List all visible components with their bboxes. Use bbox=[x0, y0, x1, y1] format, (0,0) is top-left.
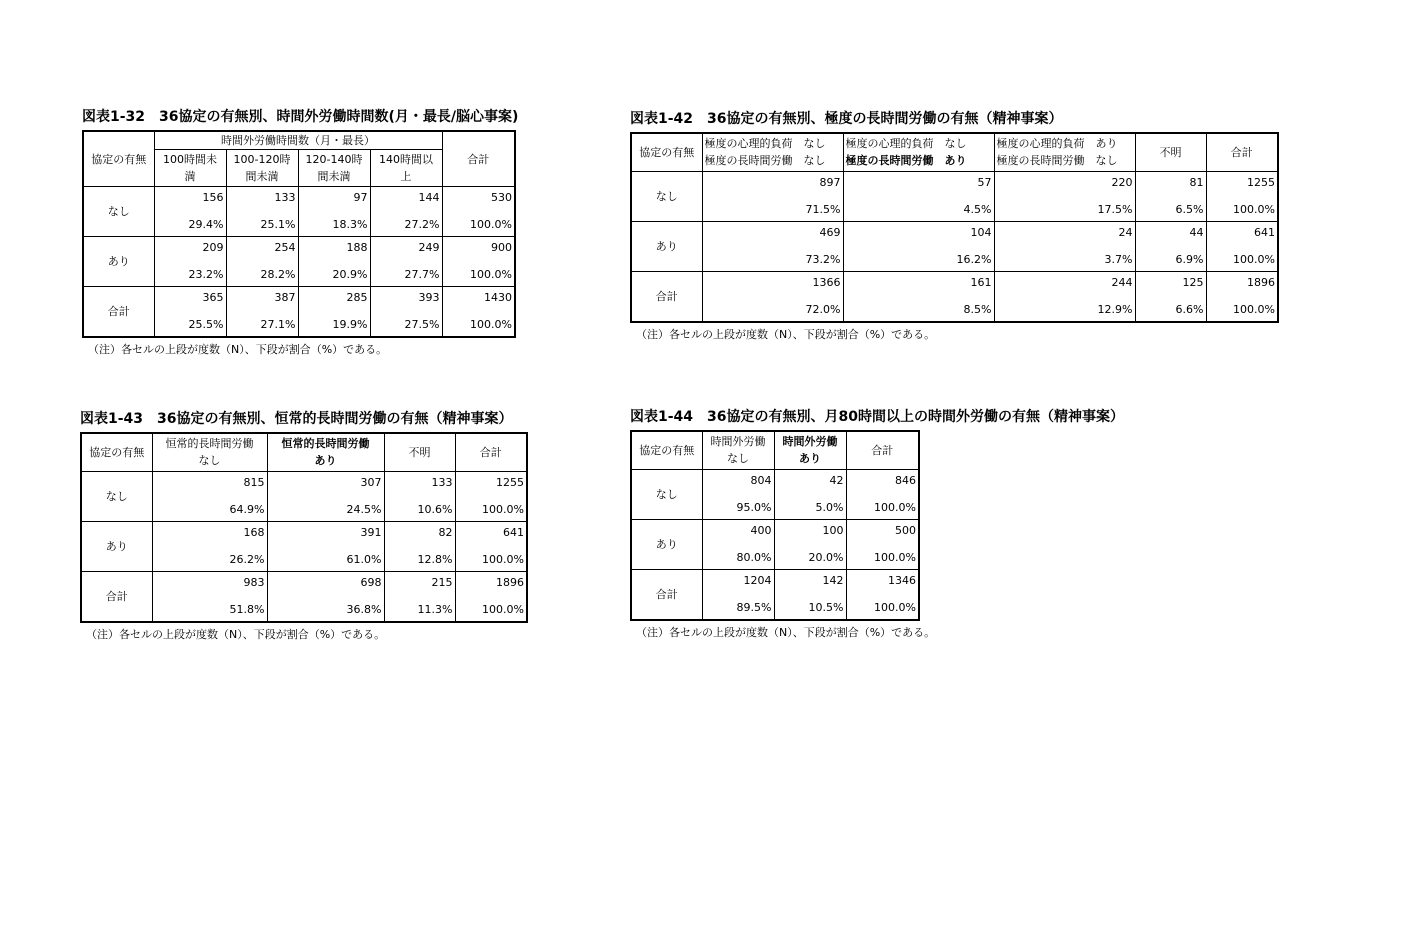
row-label: あり bbox=[631, 519, 702, 569]
count-cell: 1204 bbox=[702, 569, 774, 594]
count-cell: 641 bbox=[1206, 221, 1278, 246]
count-cell: 1896 bbox=[1206, 271, 1278, 296]
row-header: 協定の有無 bbox=[83, 131, 154, 187]
pct-cell: 100.0% bbox=[846, 544, 919, 570]
count-cell: 209 bbox=[154, 237, 226, 262]
count-cell: 469 bbox=[702, 221, 843, 246]
pct-cell: 19.9% bbox=[298, 311, 370, 337]
count-cell: 500 bbox=[846, 519, 919, 544]
count-cell: 391 bbox=[267, 521, 384, 546]
row-header: 協定の有無 bbox=[631, 133, 702, 171]
count-cell: 815 bbox=[152, 471, 267, 496]
count-cell: 900 bbox=[442, 237, 515, 262]
pct-cell: 51.8% bbox=[152, 596, 267, 622]
column-header: 120-140時 間未満 bbox=[298, 150, 370, 187]
column-header: 時間外労働 あり bbox=[774, 431, 846, 469]
pct-cell: 100.0% bbox=[442, 261, 515, 287]
pct-cell: 36.8% bbox=[267, 596, 384, 622]
column-header: 時間外労働 なし bbox=[702, 431, 774, 469]
count-cell: 42 bbox=[774, 469, 846, 494]
count-cell: 1896 bbox=[455, 571, 527, 596]
pct-cell: 61.0% bbox=[267, 546, 384, 572]
count-cell: 393 bbox=[370, 287, 442, 312]
pct-cell: 26.2% bbox=[152, 546, 267, 572]
count-cell: 100 bbox=[774, 519, 846, 544]
pct-cell: 12.8% bbox=[384, 546, 455, 572]
pct-cell: 27.1% bbox=[226, 311, 298, 337]
count-cell: 188 bbox=[298, 237, 370, 262]
total-header: 合計 bbox=[442, 131, 515, 187]
count-cell: 215 bbox=[384, 571, 455, 596]
pct-cell: 95.0% bbox=[702, 494, 774, 520]
pct-cell: 16.2% bbox=[843, 246, 994, 272]
table-block-1-42 bbox=[630, 108, 1279, 342]
count-cell: 641 bbox=[455, 521, 527, 546]
table-note: （注）各セルの上段が度数（N）、下段が割合（%）である。 bbox=[636, 327, 936, 341]
count-cell: 846 bbox=[846, 469, 919, 494]
count-cell: 365 bbox=[154, 287, 226, 312]
pct-cell: 27.7% bbox=[370, 261, 442, 287]
pct-cell: 23.2% bbox=[154, 261, 226, 287]
count-cell: 804 bbox=[702, 469, 774, 494]
row-label: なし bbox=[83, 187, 154, 237]
count-cell: 983 bbox=[152, 571, 267, 596]
pct-cell: 12.9% bbox=[994, 296, 1135, 322]
column-header: 合計 bbox=[846, 431, 919, 469]
table-block-1-32 bbox=[82, 106, 518, 357]
pct-cell: 89.5% bbox=[702, 594, 774, 620]
pct-cell: 20.9% bbox=[298, 261, 370, 287]
count-cell: 249 bbox=[370, 237, 442, 262]
table-title: 図表1-32 36協定の有無別、時間外労働時間数(月・最長/脳心事案) bbox=[82, 109, 519, 125]
group-header: 時間外労働時間数（月・最長） bbox=[154, 131, 442, 150]
count-cell: 387 bbox=[226, 287, 298, 312]
pct-cell: 24.5% bbox=[267, 496, 384, 522]
data-table bbox=[82, 130, 516, 338]
count-cell: 24 bbox=[994, 221, 1135, 246]
data-table bbox=[80, 432, 528, 623]
table-note: （注）各セルの上段が度数（N）、下段が割合（%）である。 bbox=[86, 627, 386, 641]
count-cell: 168 bbox=[152, 521, 267, 546]
row-label: 合計 bbox=[631, 271, 702, 322]
pct-cell: 20.0% bbox=[774, 544, 846, 570]
pct-cell: 100.0% bbox=[455, 596, 527, 622]
pct-cell: 100.0% bbox=[846, 494, 919, 520]
table-title: 図表1-42 36協定の有無別、極度の長時間労働の有無（精神事案） bbox=[630, 111, 1063, 127]
row-label: あり bbox=[631, 221, 702, 271]
count-cell: 81 bbox=[1135, 171, 1206, 196]
count-cell: 104 bbox=[843, 221, 994, 246]
pct-cell: 28.2% bbox=[226, 261, 298, 287]
pct-cell: 10.6% bbox=[384, 496, 455, 522]
count-cell: 1430 bbox=[442, 287, 515, 312]
row-label: 合計 bbox=[83, 287, 154, 338]
pct-cell: 4.5% bbox=[843, 196, 994, 222]
count-cell: 97 bbox=[298, 187, 370, 212]
pct-cell: 10.5% bbox=[774, 594, 846, 620]
count-cell: 125 bbox=[1135, 271, 1206, 296]
pct-cell: 100.0% bbox=[1206, 196, 1278, 222]
count-cell: 1366 bbox=[702, 271, 843, 296]
table-block-1-44 bbox=[630, 406, 1124, 640]
column-header: 恒常的長時間労働 なし bbox=[152, 433, 267, 471]
table-title: 図表1-43 36協定の有無別、恒常的長時間労働の有無（精神事案） bbox=[80, 411, 513, 427]
count-cell: 1255 bbox=[1206, 171, 1278, 196]
pct-cell: 100.0% bbox=[442, 211, 515, 237]
column-header: 不明 bbox=[1135, 133, 1206, 171]
pct-cell: 100.0% bbox=[455, 496, 527, 522]
count-cell: 57 bbox=[843, 171, 994, 196]
row-label: あり bbox=[83, 237, 154, 287]
pct-cell: 80.0% bbox=[702, 544, 774, 570]
data-table bbox=[630, 132, 1279, 323]
count-cell: 133 bbox=[226, 187, 298, 212]
pct-cell: 100.0% bbox=[442, 311, 515, 337]
count-cell: 400 bbox=[702, 519, 774, 544]
count-cell: 698 bbox=[267, 571, 384, 596]
pct-cell: 6.5% bbox=[1135, 196, 1206, 222]
pct-cell: 25.1% bbox=[226, 211, 298, 237]
table-note: （注）各セルの上段が度数（N）、下段が割合（%）である。 bbox=[88, 343, 388, 356]
column-header: 合計 bbox=[455, 433, 527, 471]
pct-cell: 72.0% bbox=[702, 296, 843, 322]
pct-cell: 5.0% bbox=[774, 494, 846, 520]
row-header: 協定の有無 bbox=[81, 433, 152, 471]
pct-cell: 3.7% bbox=[994, 246, 1135, 272]
count-cell: 1346 bbox=[846, 569, 919, 594]
table-block-1-43 bbox=[80, 408, 528, 642]
pct-cell: 100.0% bbox=[1206, 246, 1278, 272]
column-header: 合計 bbox=[1206, 133, 1278, 171]
pct-cell: 64.9% bbox=[152, 496, 267, 522]
column-header: 100-120時 間未満 bbox=[226, 150, 298, 187]
pct-cell: 6.6% bbox=[1135, 296, 1206, 322]
count-cell: 285 bbox=[298, 287, 370, 312]
count-cell: 897 bbox=[702, 171, 843, 196]
pct-cell: 11.3% bbox=[384, 596, 455, 622]
count-cell: 161 bbox=[843, 271, 994, 296]
pct-cell: 29.4% bbox=[154, 211, 226, 237]
column-header: 100時間未 満 bbox=[154, 150, 226, 187]
pct-cell: 27.5% bbox=[370, 311, 442, 337]
pct-cell: 100.0% bbox=[1206, 296, 1278, 322]
table-note: （注）各セルの上段が度数（N）、下段が割合（%）である。 bbox=[636, 625, 936, 639]
pct-cell: 100.0% bbox=[455, 546, 527, 572]
count-cell: 44 bbox=[1135, 221, 1206, 246]
pct-cell: 71.5% bbox=[702, 196, 843, 222]
pct-cell: 25.5% bbox=[154, 311, 226, 337]
row-label: なし bbox=[631, 469, 702, 519]
pct-cell: 73.2% bbox=[702, 246, 843, 272]
count-cell: 133 bbox=[384, 471, 455, 496]
row-header: 協定の有無 bbox=[631, 431, 702, 469]
count-cell: 220 bbox=[994, 171, 1135, 196]
count-cell: 82 bbox=[384, 521, 455, 546]
pct-cell: 8.5% bbox=[843, 296, 994, 322]
data-table bbox=[630, 430, 920, 621]
column-header: 不明 bbox=[384, 433, 455, 471]
table-title: 図表1-44 36協定の有無別、月80時間以上の時間外労働の有無（精神事案） bbox=[630, 409, 1124, 425]
row-label: なし bbox=[81, 471, 152, 521]
column-header: 極度の心理的負荷 なし 極度の長時間労働 なし bbox=[702, 133, 843, 171]
row-label: 合計 bbox=[631, 569, 702, 620]
count-cell: 144 bbox=[370, 187, 442, 212]
column-header: 極度の心理的負荷 あり 極度の長時間労働 なし bbox=[994, 133, 1135, 171]
pct-cell: 18.3% bbox=[298, 211, 370, 237]
count-cell: 244 bbox=[994, 271, 1135, 296]
pct-cell: 100.0% bbox=[846, 594, 919, 620]
pct-cell: 6.9% bbox=[1135, 246, 1206, 272]
column-header: 恒常的長時間労働 あり bbox=[267, 433, 384, 471]
count-cell: 142 bbox=[774, 569, 846, 594]
count-cell: 254 bbox=[226, 237, 298, 262]
column-header: 極度の心理的負荷 なし 極度の長時間労働 あり bbox=[843, 133, 994, 171]
count-cell: 156 bbox=[154, 187, 226, 212]
row-label: 合計 bbox=[81, 571, 152, 622]
count-cell: 307 bbox=[267, 471, 384, 496]
count-cell: 1255 bbox=[455, 471, 527, 496]
column-header: 140時間以 上 bbox=[370, 150, 442, 187]
row-label: あり bbox=[81, 521, 152, 571]
pct-cell: 17.5% bbox=[994, 196, 1135, 222]
count-cell: 530 bbox=[442, 187, 515, 212]
pct-cell: 27.2% bbox=[370, 211, 442, 237]
row-label: なし bbox=[631, 171, 702, 221]
